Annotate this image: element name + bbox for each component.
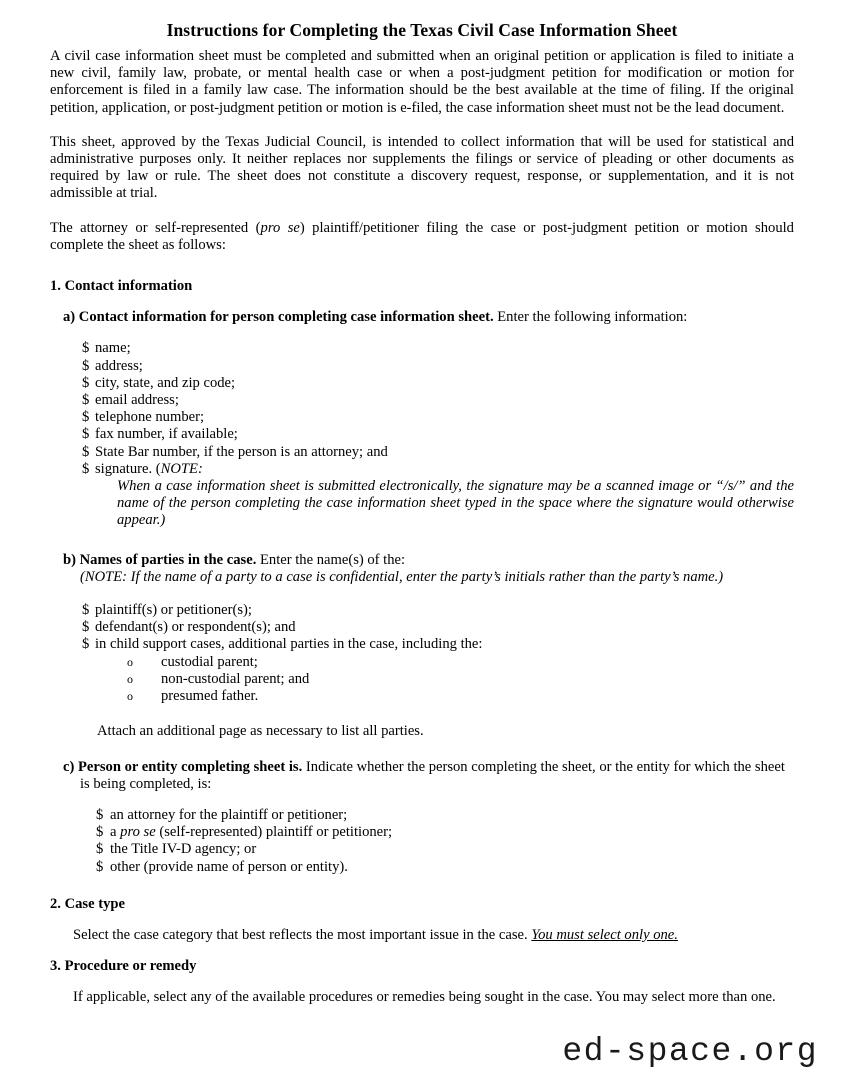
document-body [50, 0, 794, 1007]
dollar-bullet-icon: $ [82, 357, 90, 374]
list-item-label: an attorney for the plaintiff or petitioner; [110, 806, 348, 823]
signature-lead: signature. ( [95, 460, 161, 477]
dollar-bullet-icon: $ [96, 806, 104, 823]
site-watermark: ed-space.org [562, 1033, 818, 1070]
dollar-bullet-icon: $ [82, 409, 90, 426]
list-item [82, 444, 794, 461]
list-item-label: the Title IV-D agency; or [110, 841, 257, 858]
dollar-bullet-icon: $ [82, 636, 90, 653]
section-2-body [50, 927, 794, 944]
list-item-label: email address; [95, 392, 179, 409]
intro-paragraph-2: This sheet, approved by the Texas Judicial Council, is intended to collect information that will be used for statistical and administrative purposes only. It neither replaces nor supplements the filings or service of pleading or other documents as required by law or rule. The sheet does not constitute a discovery request, response, or supplementation, and it is not admissible at trial. [50, 133, 794, 202]
list-item [82, 409, 794, 426]
subsection-label-c [50, 759, 794, 793]
list-item [82, 375, 794, 392]
list-item-signature [82, 461, 794, 530]
dollar-bullet-icon: $ [82, 619, 90, 636]
subsection-a-intro: Enter the following information: [497, 309, 688, 326]
dollar-bullet-icon: $ [96, 824, 104, 841]
subsection-label-b [50, 552, 794, 569]
dollar-bullet-icon: $ [82, 602, 90, 619]
subsection-c-intro: Indicate whether the person completing the sheet, or the entity for which the sheet is being completed, is: [80, 758, 785, 792]
page-title: Instructions for Completing the Texas Civil Case Information Sheet [166, 20, 678, 40]
dollar-bullet-icon: $ [82, 426, 90, 443]
circle-bullet-icon: o [127, 671, 133, 686]
dollar-bullet-icon: $ [82, 443, 90, 460]
list-item-label: other (provide name of person or entity). [110, 858, 348, 875]
section-heading-2: 2. Case type [50, 895, 125, 912]
attach-page-note: Attach an additional page as necessary to list all parties. [97, 723, 424, 740]
list-item [82, 340, 794, 357]
list-item [127, 688, 794, 705]
list-item-label: city, state, and zip code; [95, 374, 236, 391]
subsection-b-lead: b) Names of parties in the case. [63, 551, 257, 568]
list-item [82, 426, 794, 443]
list-item [82, 602, 794, 619]
list-item-label: in child support cases, additional parties in the case, including the: [95, 636, 483, 653]
list-item [82, 619, 794, 636]
list-item [127, 671, 794, 688]
section-heading-3: 3. Procedure or remedy [50, 958, 197, 975]
paragraph-3-after: ) plaintiff/petitioner filing the case or post-judgment petition or motion should complete the sheet as follows: [50, 219, 794, 253]
list-item-label: plaintiff(s) or petitioner(s); [95, 602, 252, 619]
intro-paragraph-3 [50, 220, 794, 254]
circle-bullet-icon: o [127, 654, 133, 669]
section-2-emphasis: You must select only one. [531, 926, 678, 943]
signature-note-text: When a case information sheet is submitted electronically, the signature may be a scanned image or “/s/” and the name of the person completing the case information sheet typed in the space where the signature would otherwise appear.) [117, 478, 794, 529]
list-item [96, 841, 794, 858]
subsection-c-lead: c) Person or entity completing sheet is. [63, 758, 303, 775]
list-item [96, 807, 794, 824]
circle-bullet-icon: o [127, 689, 133, 704]
child-support-parties-sublist [50, 654, 794, 706]
pro-se-after: (self-represented) plaintiff or petitioner; [155, 824, 393, 841]
list-item-label: non-custodial parent; and [161, 670, 310, 687]
list-item-label: telephone number; [95, 409, 205, 426]
dollar-bullet-icon: $ [82, 374, 90, 391]
parties-list [50, 602, 794, 654]
list-item-label: defendant(s) or respondent(s); and [95, 619, 296, 636]
completing-entity-list [50, 807, 794, 876]
paragraph-3-before: The attorney or self-represented ( [50, 219, 261, 236]
list-item-label: custodial parent; [161, 653, 258, 670]
list-item-label: fax number, if available; [95, 426, 238, 443]
list-item-label: State Bar number, if the person is an attorney; and [95, 443, 388, 460]
signature-note-label: NOTE: [160, 460, 203, 477]
list-item [82, 636, 794, 653]
dollar-bullet-icon: $ [96, 841, 104, 858]
subsection-b-note: (NOTE: If the name of a party to a case is confidential, enter the party’s initials rather than the party’s name.) [80, 568, 724, 585]
subsection-a-lead: a) Contact information for person completing case information sheet. [63, 309, 494, 326]
paragraph-3-italic: pro se [260, 219, 300, 236]
intro-paragraph-1: A civil case information sheet must be completed and submitted when an original petition or application is filed to initiate a new civil, family law, probate, or mental health case or when a post-judgment petition for modification or motion for enforcement is filed in a family law case. The information should be the best available at the time of filing. If the original petition, application, or post-judgment petition or motion is e-filed, the case information sheet must not be the lead document. [50, 48, 794, 116]
dollar-bullet-icon: $ [82, 392, 90, 409]
dollar-bullet-icon: $ [96, 858, 104, 875]
pro-se-italic: pro se [120, 824, 156, 841]
section-3-body: If applicable, select any of the available procedures or remedies being sought in the case. You may select more than one. [73, 989, 776, 1006]
list-item [127, 654, 794, 671]
dollar-bullet-icon: $ [82, 340, 90, 357]
section-2-body-text: Select the case category that best reflects the most important issue in the case. [73, 926, 532, 943]
dollar-bullet-icon: $ [82, 460, 90, 477]
list-item [96, 859, 794, 876]
list-item-label: address; [95, 357, 143, 374]
subsection-b-intro: Enter the name(s) of the: [260, 551, 406, 568]
list-item-label: name; [95, 340, 131, 357]
contact-info-list [50, 340, 794, 529]
list-item [82, 392, 794, 409]
list-item [82, 358, 794, 375]
pro-se-before: a [110, 824, 121, 841]
section-heading-1: 1. Contact information [50, 278, 193, 295]
list-item-pro-se [96, 824, 794, 841]
subsection-label-a [50, 309, 794, 326]
list-item-label: presumed father. [161, 688, 259, 705]
